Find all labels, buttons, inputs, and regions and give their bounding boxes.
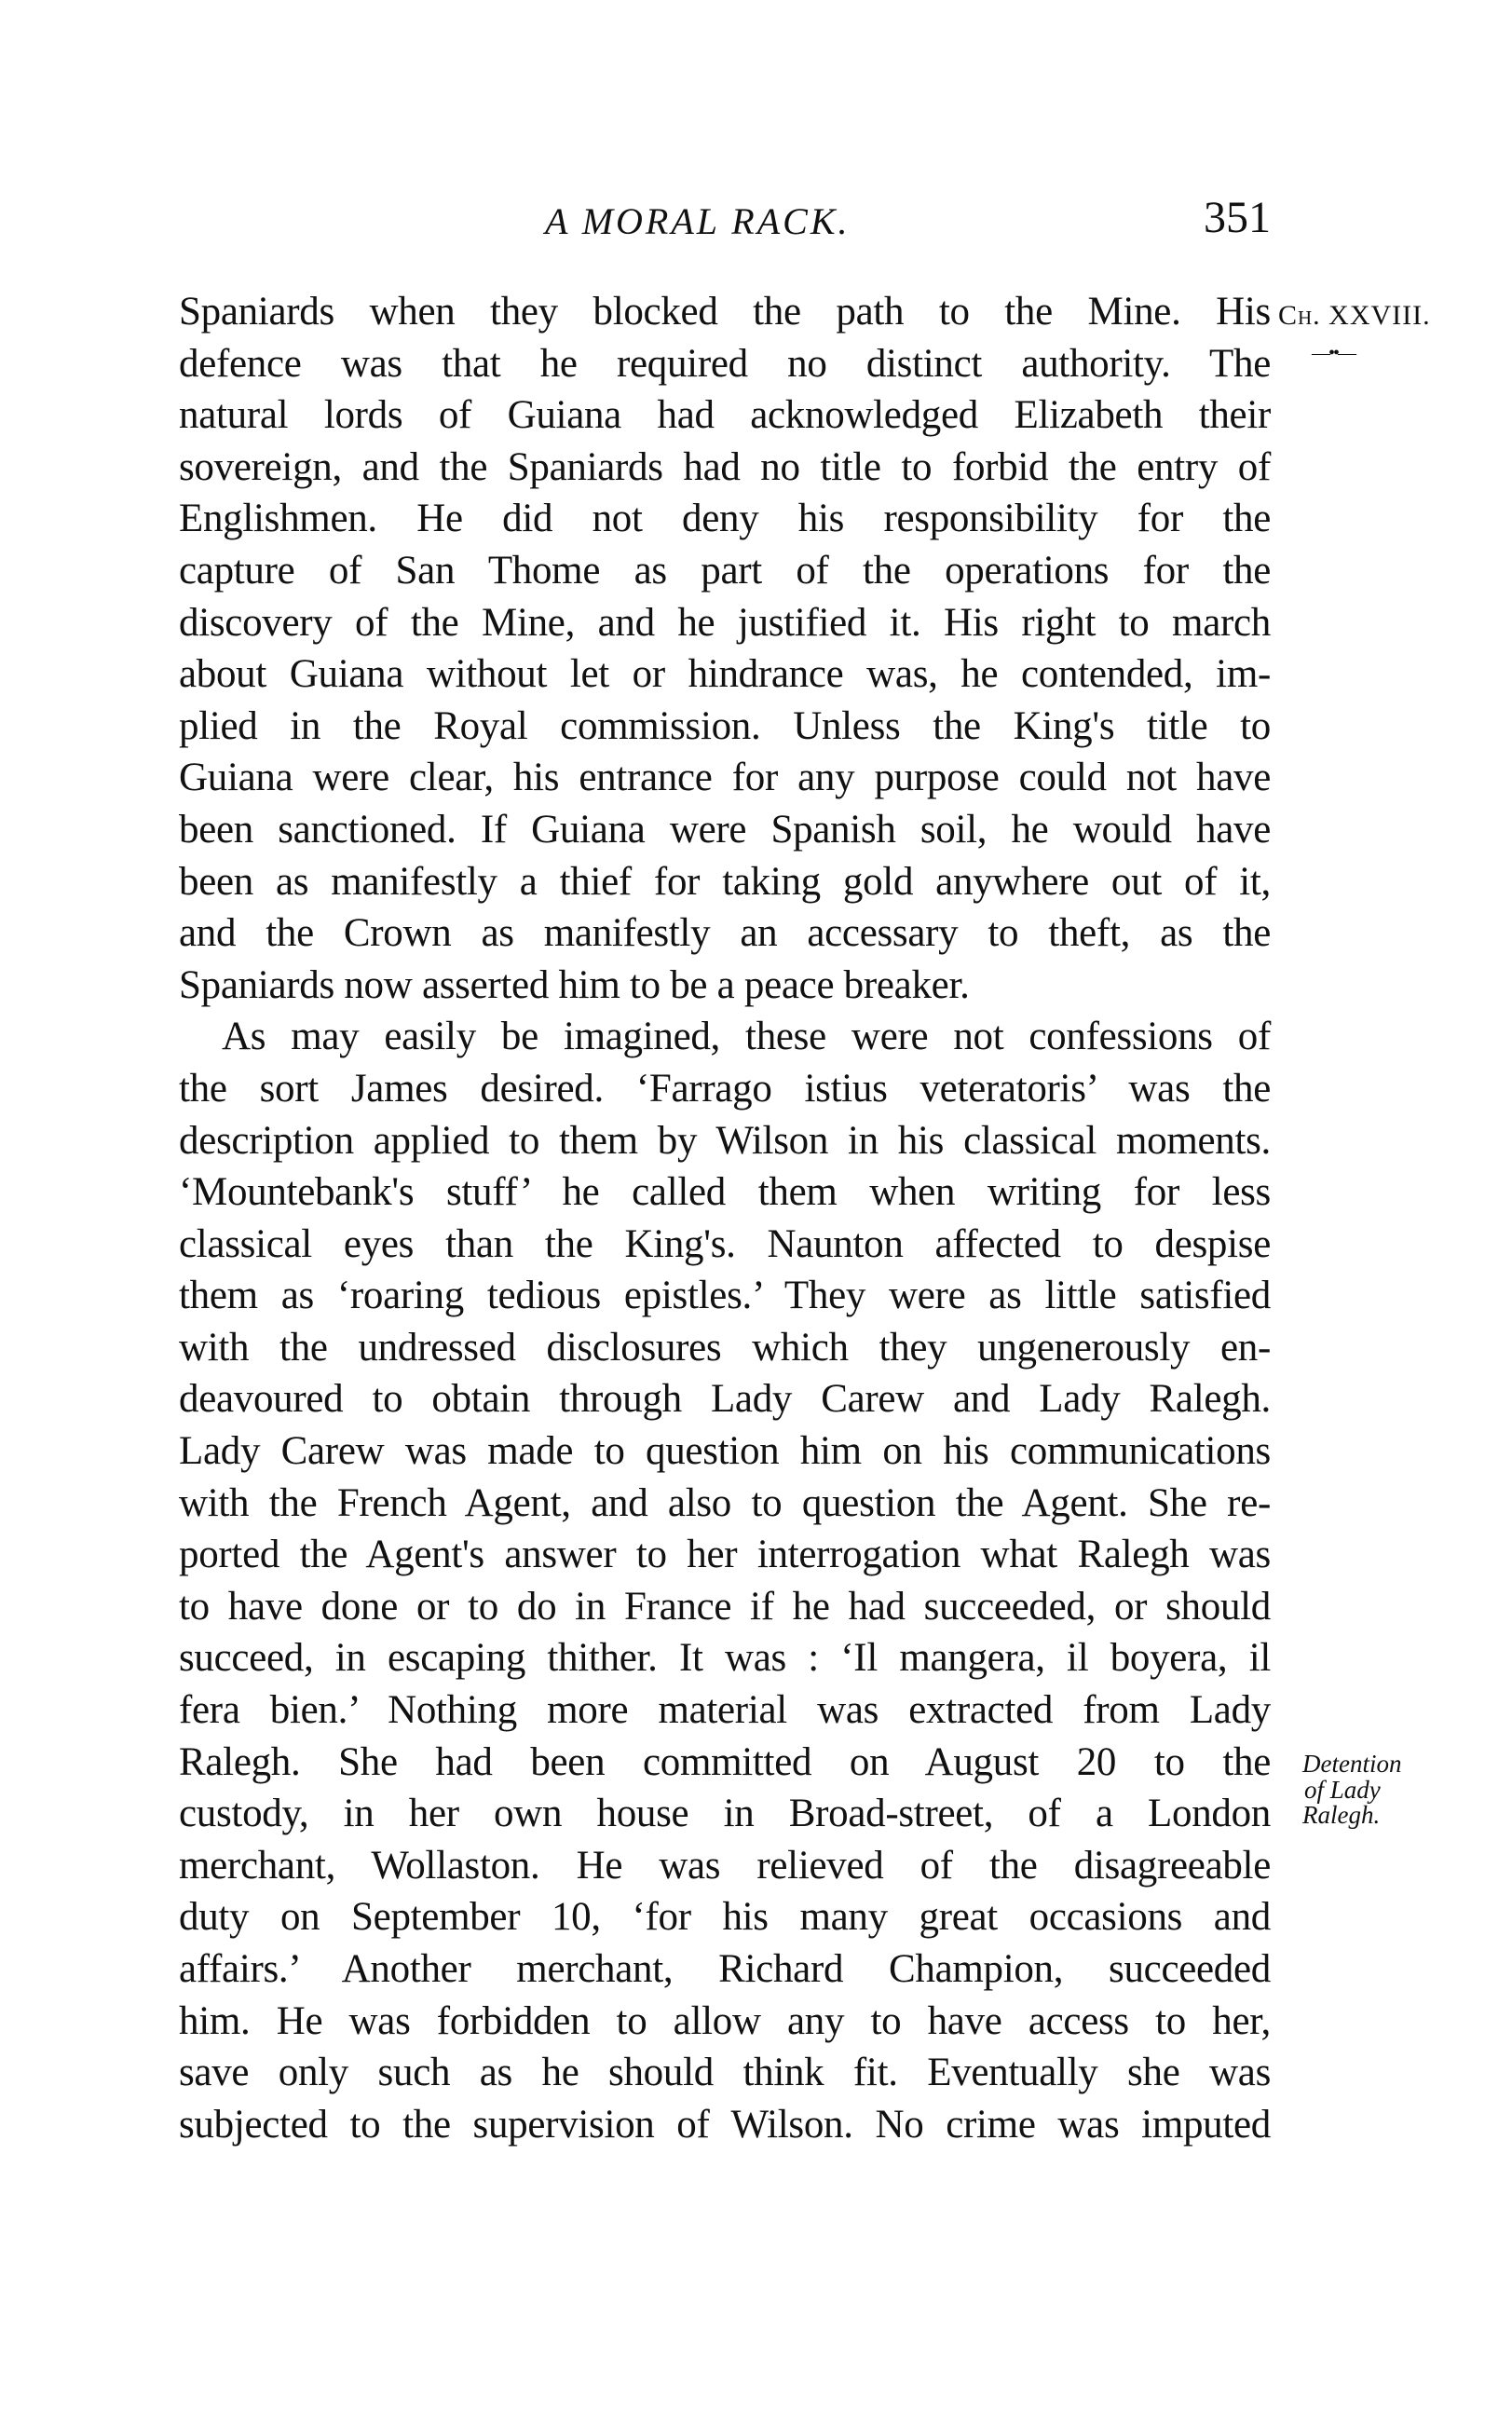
text-line: duty on September 10, ‘for his many great occasions and — [179, 1895, 1271, 1940]
text-line: defence was that he required no distinct authority. The — [179, 341, 1271, 386]
text-line: succeed, in escaping thither. It was : ‘Il mangera, il boyera, il — [179, 1636, 1271, 1681]
text-line: been as manifestly a thief for taking gold anywhere out of it, — [179, 859, 1271, 904]
ornament-divider: —••— — [1312, 343, 1355, 363]
sidenote-line: Detention — [1302, 1750, 1402, 1778]
text-line: capture of San Thome as part of the operations for the — [179, 548, 1271, 593]
chapter-marginal-note: Ch. XXVIII. — [1278, 300, 1431, 331]
running-title: A MORAL RACK. — [545, 200, 851, 242]
text-line: ‘Mountebank's stuff’ he called them when writing for less — [179, 1170, 1271, 1215]
sidenote-line: of Lady — [1304, 1775, 1381, 1804]
text-line: them as ‘roaring tedious epistles.’ They were as little satisfied — [179, 1274, 1271, 1318]
text-line: sovereign, and the Spaniards had no title to forbid the entry of — [179, 444, 1271, 489]
text-line: deavoured to obtain through Lady Carew and Lady Ralegh. — [179, 1377, 1271, 1422]
text-line: subjected to the supervision of Wilson. No crime was imputed — [179, 2102, 1271, 2147]
text-line: and the Crown as manifestly an accessary to theft, as the — [179, 911, 1271, 956]
text-line: discovery of the Mine, and he justified it. His right to march — [179, 600, 1271, 645]
text-line: natural lords of Guiana had acknowledged Elizabeth their — [179, 393, 1271, 438]
text-line: merchant, Wollaston. He was relieved of the disagreeable — [179, 1843, 1271, 1888]
text-line: Ralegh. She had been committed on August 20 to the — [179, 1739, 1271, 1784]
sidenote-line: Ralegh. — [1302, 1801, 1381, 1829]
text-line: Spaniards when they blocked the path to the Mine. His — [179, 290, 1271, 334]
page-number: 351 — [1204, 193, 1271, 242]
body-text — [179, 286, 1271, 2150]
text-line: to have done or to do in France if he had succeeded, or should — [179, 1584, 1271, 1629]
text-line: Guiana were clear, his entrance for any purpose could not have — [179, 756, 1271, 800]
text-line: classical eyes than the King's. Naunton affected to despise — [179, 1221, 1271, 1266]
text-line: plied in the Royal commission. Unless the King's title to — [179, 703, 1271, 748]
text-line: Englishmen. He did not deny his responsibility for the — [179, 497, 1271, 541]
text-line: been sanctioned. If Guiana were Spanish soil, he would have — [179, 807, 1271, 852]
text-line: about Guiana without let or hindrance was, he contended, im- — [179, 652, 1271, 697]
text-line: him. He was forbidden to allow any to have access to her, — [179, 1998, 1271, 2043]
text-line: Lady Carew was made to question him on his communications — [179, 1429, 1271, 1474]
text-line: with the French Agent, and also to question the Agent. She re- — [179, 1480, 1271, 1525]
text-line: fera bien.’ Nothing more material was extracted from Lady — [179, 1688, 1271, 1733]
text-line: ported the Agent's answer to her interrogation what Ralegh was — [179, 1533, 1271, 1577]
text-line: Spaniards now asserted him to be a peace breaker. — [179, 962, 970, 1007]
text-line: with the undressed disclosures which they ungenerously en- — [179, 1325, 1271, 1370]
marginal-sidenote — [1302, 1752, 1401, 1829]
text-line: save only such as he should think fit. Eventually she was — [179, 2051, 1271, 2095]
text-line: the sort James desired. ‘Farrago istius veteratoris’ was the — [179, 1066, 1271, 1111]
text-line: custody, in her own house in Broad-street, of a London — [179, 1792, 1271, 1836]
text-line: affairs.’ Another merchant, Richard Champion, succeeded — [179, 1947, 1271, 1991]
text-line: description applied to them by Wilson in his classical moments. — [179, 1118, 1271, 1163]
text-line: As may easily be imagined, these were not confessions of — [222, 1015, 1271, 1059]
